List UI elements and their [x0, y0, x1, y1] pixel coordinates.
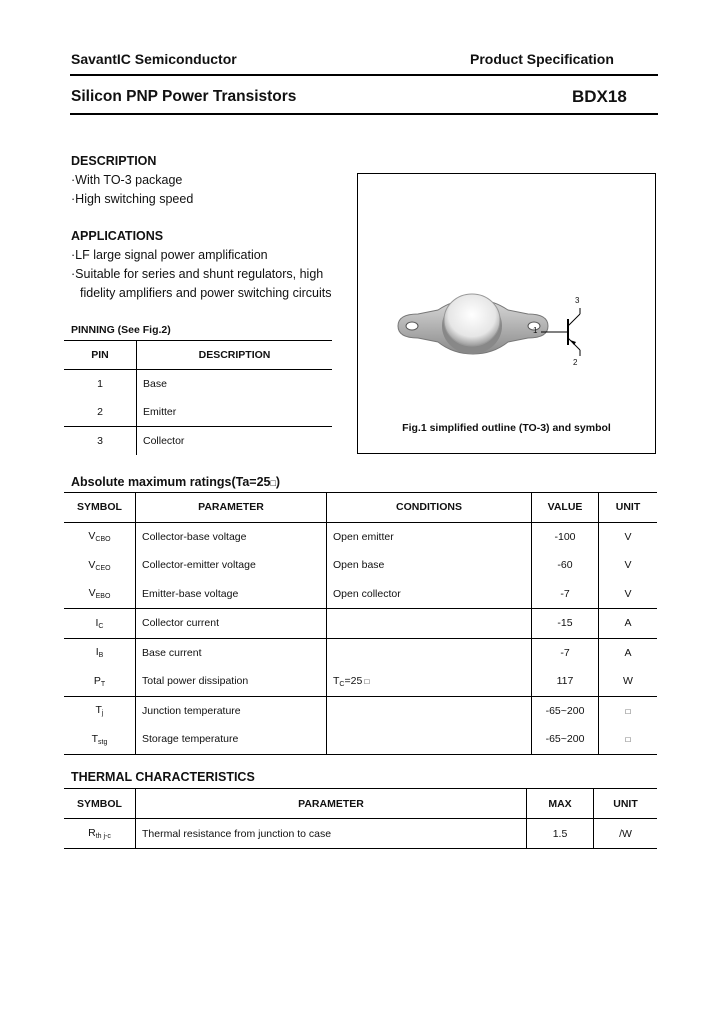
abs-max-table [64, 492, 657, 755]
doc-type: Product Specification [470, 51, 614, 67]
pin-description: Base [143, 378, 167, 390]
symbol-cell: $V_{EBO}$ [64, 580, 136, 609]
table-row [64, 398, 332, 427]
thermal-heading: THERMAL CHARACTERISTICS [71, 770, 255, 784]
parameter-cell: Total power dissipation [136, 667, 327, 696]
table-header-row [64, 341, 332, 370]
pnp-transistor-symbol [358, 174, 655, 453]
conditions-cell: Open base [327, 551, 532, 580]
value-cell: -7 [532, 580, 599, 609]
col-description: DESCRIPTION [198, 349, 271, 361]
symbol-cell: $I_C$ [64, 609, 136, 639]
table-row [64, 638, 657, 667]
unit-cell: □ [625, 706, 631, 716]
value-cell: -15 [532, 609, 599, 639]
thermal-table [64, 788, 657, 849]
table-row [64, 696, 657, 725]
unit-cell: V [624, 587, 632, 600]
pin-label: 2 [573, 358, 578, 367]
description-heading: DESCRIPTION [71, 154, 157, 168]
table-row [64, 370, 332, 399]
pin-number: 2 [64, 398, 137, 427]
pinning-heading: PINNING (See Fig.2) [71, 324, 171, 336]
parameter-cell: Collector current [136, 609, 327, 639]
pin-number: 3 [64, 427, 137, 456]
parameter-cell: Thermal resistance from junction to case [136, 819, 527, 849]
applications-item: ·LF large signal power amplification [71, 248, 268, 262]
unit-cell: /W [619, 827, 632, 840]
table-row [64, 427, 332, 456]
pin-label: 1 [533, 326, 538, 335]
max-cell: 1.5 [527, 819, 594, 849]
col-pin: PIN [64, 341, 137, 370]
applications-heading: APPLICATIONS [71, 229, 164, 243]
value-cell: -60 [532, 551, 599, 580]
table-row [64, 609, 657, 639]
symbol-cell: $T_{stg}$ [64, 725, 136, 754]
applications-item: ·Suitable for series and shunt regulators, high [71, 267, 324, 281]
conditions-cell: Open collector [327, 580, 532, 609]
table-row [64, 551, 657, 580]
figure-box [357, 173, 656, 454]
description-item: ·With TO-3 package [71, 173, 183, 187]
applications-item: fidelity amplifiers and power switching circuits [80, 286, 332, 300]
unit-cell: A [624, 617, 632, 630]
col-parameter: PARAMETER [136, 493, 327, 523]
table-row [64, 580, 657, 609]
value-cell: -65~200 [532, 725, 599, 754]
header-rule-top [70, 74, 658, 76]
symbol-cell: $P_T$ [64, 667, 136, 696]
pinning-table [64, 340, 332, 455]
figure-caption: Fig.1 simplified outline (TO-3) and symbol [402, 422, 611, 434]
unit-cell: W [623, 675, 633, 688]
header-rule-bottom [70, 113, 658, 115]
col-conditions: CONDITIONS [327, 493, 532, 523]
table-header-row [64, 493, 657, 523]
parameter-cell: Junction temperature [136, 696, 327, 725]
table-row [64, 522, 657, 551]
parameter-cell: Storage temperature [136, 725, 327, 754]
description-item: ·High switching speed [71, 192, 194, 206]
parameter-cell: Collector-base voltage [136, 522, 327, 551]
col-value: VALUE [532, 493, 599, 523]
value-cell: 117 [532, 667, 599, 696]
pin-description: Emitter [143, 406, 177, 418]
col-unit: UNIT [613, 797, 638, 810]
unit-cell: A [624, 646, 632, 659]
symbol-cell: $T_j$ [64, 696, 136, 725]
value-cell: -65~200 [532, 696, 599, 725]
table-header-row [64, 789, 657, 819]
table-row [64, 819, 657, 849]
col-max: MAX [527, 789, 594, 819]
col-symbol: SYMBOL [64, 493, 136, 523]
pin-number: 1 [64, 370, 137, 399]
conditions-cell: $T_C=25$ □ [327, 667, 532, 696]
symbol-cell: $R_{th j-c}$ [64, 819, 136, 849]
pin-label: 3 [575, 296, 580, 305]
pin-description: Collector [143, 435, 185, 447]
table-row [64, 725, 657, 754]
conditions-cell: Open emitter [327, 522, 532, 551]
col-symbol: SYMBOL [64, 789, 136, 819]
parameter-cell: Base current [136, 638, 327, 667]
table-row [64, 667, 657, 696]
value-cell: -100 [532, 522, 599, 551]
abs-max-heading: Absolute maximum ratings(Ta=25□) [71, 475, 281, 489]
unit-cell: □ [625, 735, 631, 745]
symbol-cell: $V_{CBO}$ [64, 522, 136, 551]
conditions-cell [327, 638, 532, 667]
col-unit: UNIT [615, 501, 641, 514]
value-cell: -7 [532, 638, 599, 667]
company-name: SavantIC Semiconductor [71, 51, 237, 67]
unit-cell: V [624, 530, 632, 543]
col-parameter: PARAMETER [136, 789, 527, 819]
conditions-cell [327, 696, 532, 725]
symbol-cell: $V_{CEO}$ [64, 551, 136, 580]
symbol-cell: $I_B$ [64, 638, 136, 667]
conditions-cell [327, 725, 532, 754]
parameter-cell: Emitter-base voltage [136, 580, 327, 609]
parameter-cell: Collector-emitter voltage [136, 551, 327, 580]
page-title: Silicon PNP Power Transistors [71, 88, 297, 105]
unit-cell: V [624, 559, 632, 572]
part-number: BDX18 [572, 87, 627, 106]
conditions-cell [327, 609, 532, 639]
